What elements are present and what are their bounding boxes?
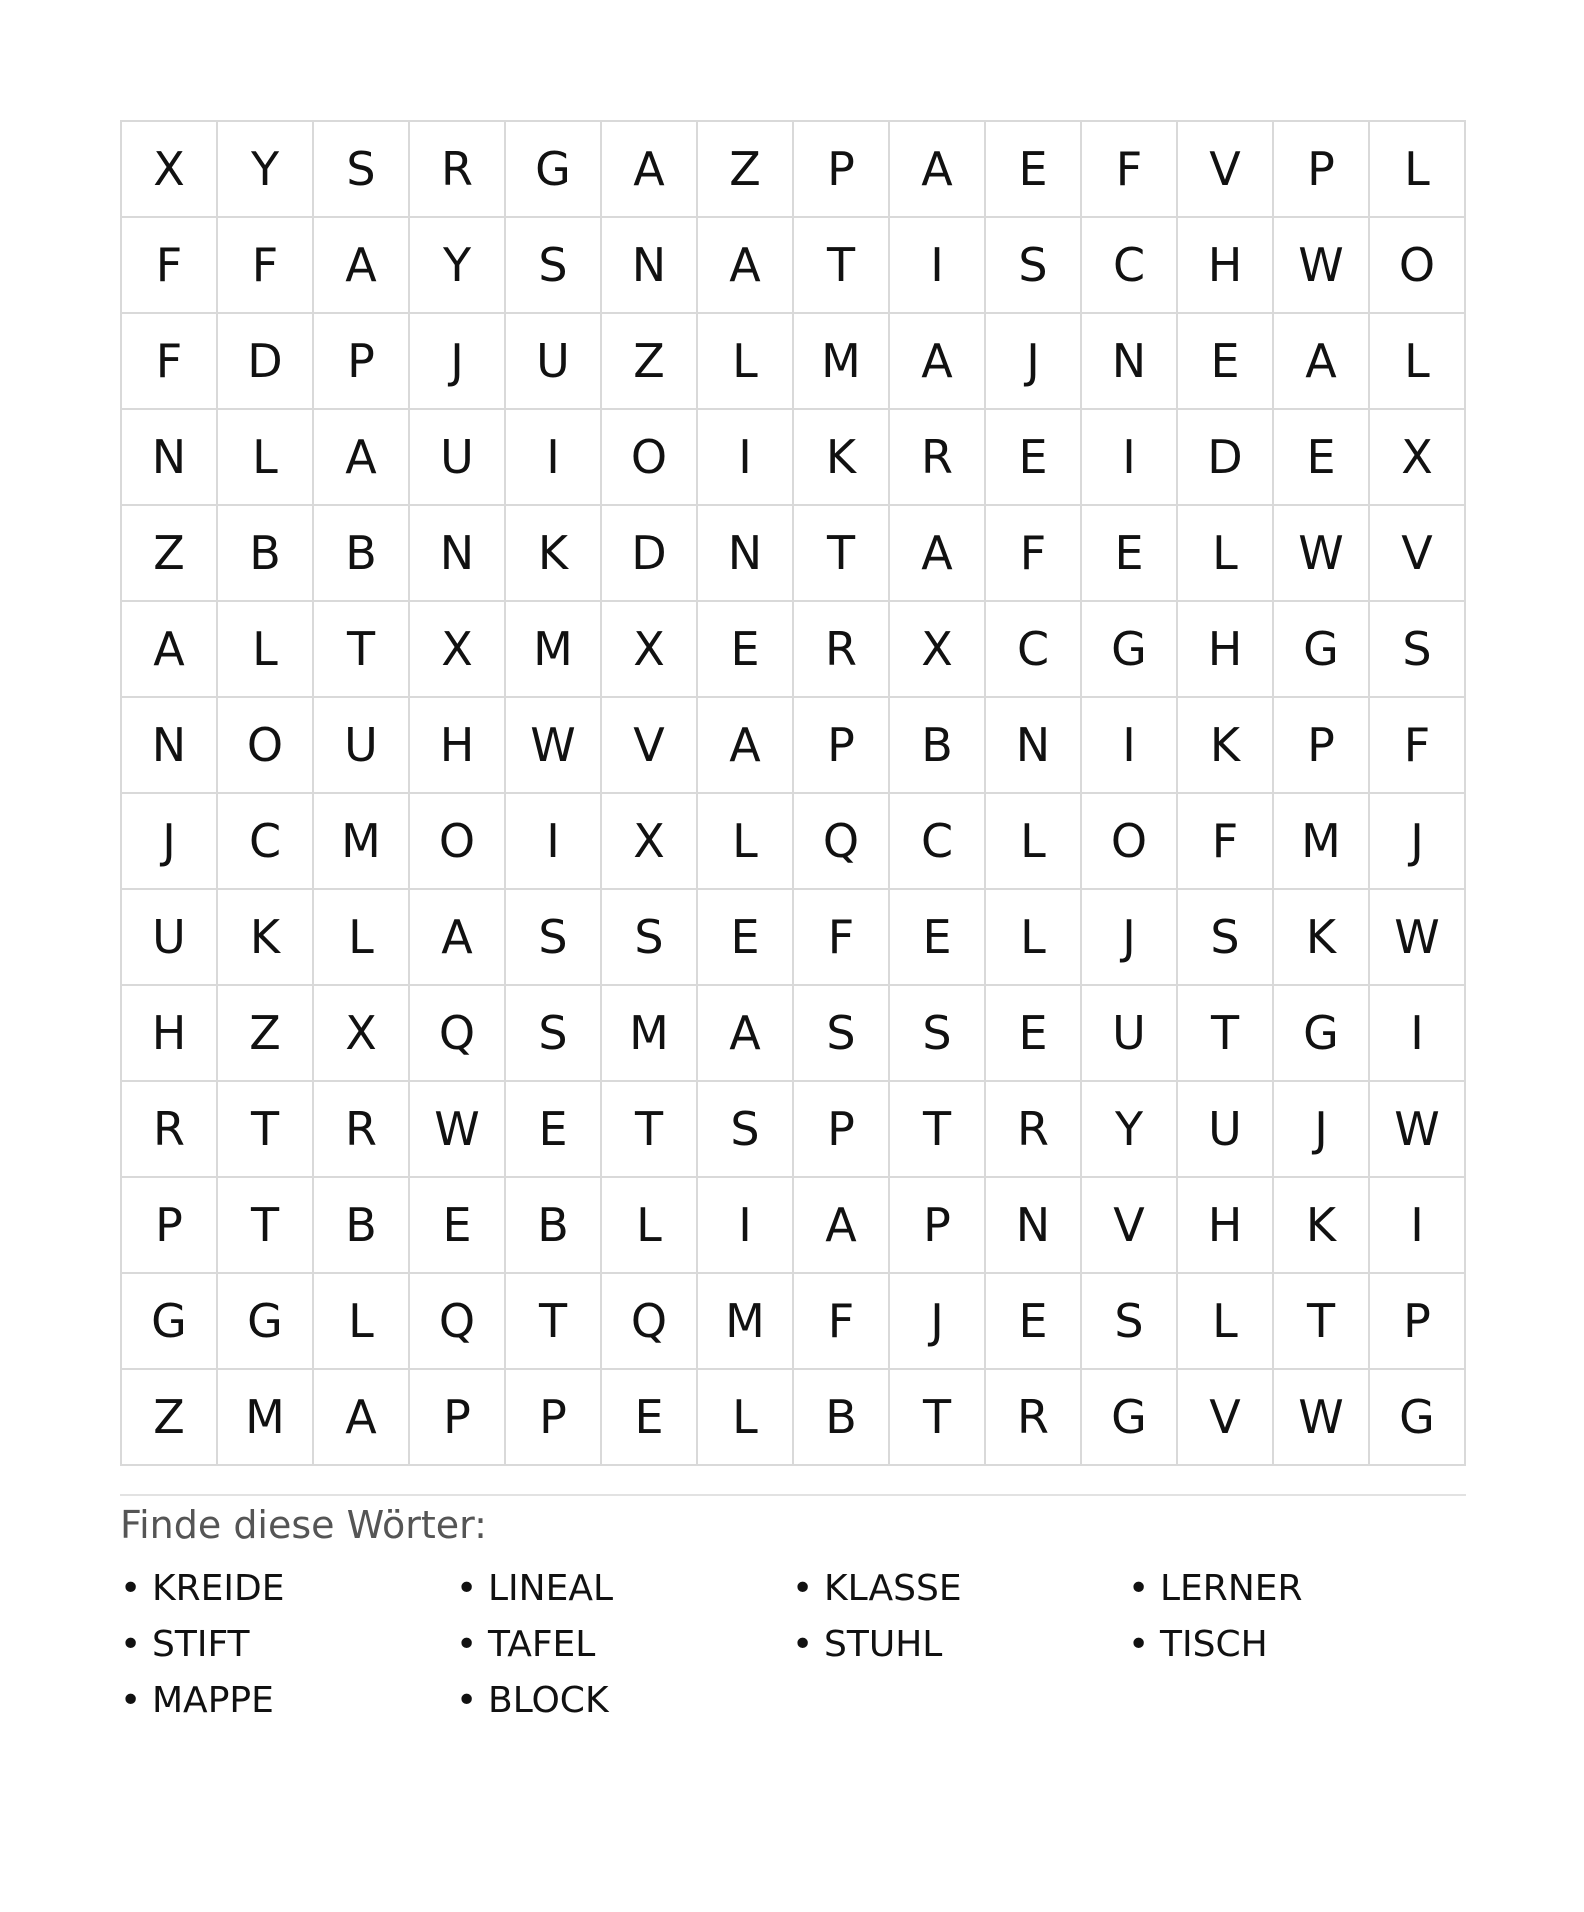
grid-cell: A	[698, 698, 794, 794]
grid-cell: N	[1082, 314, 1178, 410]
grid-cell: B	[314, 506, 410, 602]
grid-cell: L	[986, 890, 1082, 986]
grid-cell: S	[986, 218, 1082, 314]
bullet-icon: •	[120, 1567, 142, 1609]
grid-cell: L	[1370, 122, 1466, 218]
grid-cell: M	[506, 602, 602, 698]
grid-cell: O	[602, 410, 698, 506]
grid-cell: A	[314, 1370, 410, 1466]
grid-cell: K	[506, 506, 602, 602]
grid-cell: F	[1178, 794, 1274, 890]
grid-cell: I	[1370, 986, 1466, 1082]
grid-cell: U	[506, 314, 602, 410]
grid-cell: C	[890, 794, 986, 890]
grid-cell: T	[314, 602, 410, 698]
grid-cell: L	[986, 794, 1082, 890]
grid-cell: D	[1178, 410, 1274, 506]
grid-cell: R	[314, 1082, 410, 1178]
grid-cell: G	[506, 122, 602, 218]
grid-cell: C	[986, 602, 1082, 698]
grid-cell: P	[410, 1370, 506, 1466]
grid-cell: T	[506, 1274, 602, 1370]
grid-cell: P	[506, 1370, 602, 1466]
grid-cell: A	[794, 1178, 890, 1274]
grid-cell: G	[218, 1274, 314, 1370]
grid-cell: S	[1370, 602, 1466, 698]
grid-cell: P	[1274, 122, 1370, 218]
grid-cell: S	[506, 890, 602, 986]
grid-cell: C	[1082, 218, 1178, 314]
grid-cell: K	[1274, 1178, 1370, 1274]
grid-cell: P	[314, 314, 410, 410]
grid-cell: N	[410, 506, 506, 602]
grid-cell: S	[506, 218, 602, 314]
grid-cell: B	[314, 1178, 410, 1274]
word-list-item	[456, 1672, 792, 1728]
grid-cell: B	[890, 698, 986, 794]
word-label: STIFT	[152, 1623, 250, 1665]
word-list-item	[1128, 1616, 1464, 1672]
grid-cell: E	[986, 122, 1082, 218]
grid-cell: H	[1178, 218, 1274, 314]
grid-cell: Q	[410, 1274, 506, 1370]
word-label: KREIDE	[152, 1567, 285, 1609]
word-list-item	[792, 1560, 1128, 1616]
grid-cell: X	[122, 122, 218, 218]
grid-cell: M	[1274, 794, 1370, 890]
grid-cell: E	[986, 1274, 1082, 1370]
grid-cell: X	[314, 986, 410, 1082]
grid-cell: R	[986, 1082, 1082, 1178]
grid-cell: R	[410, 122, 506, 218]
grid-cell: W	[1274, 506, 1370, 602]
grid-cell: H	[410, 698, 506, 794]
grid-cell: L	[1178, 1274, 1274, 1370]
grid-cell: A	[314, 218, 410, 314]
grid-cell: T	[1178, 986, 1274, 1082]
grid-cell: E	[410, 1178, 506, 1274]
grid-cell: W	[410, 1082, 506, 1178]
grid-cell: T	[602, 1082, 698, 1178]
grid-cell: E	[1082, 506, 1178, 602]
grid-cell: X	[602, 794, 698, 890]
grid-cell: P	[794, 698, 890, 794]
bullet-icon: •	[120, 1623, 142, 1665]
word-list-item	[456, 1560, 792, 1616]
grid-cell: F	[1082, 122, 1178, 218]
grid-cell: K	[1178, 698, 1274, 794]
grid-cell: S	[314, 122, 410, 218]
grid-cell: I	[1082, 698, 1178, 794]
word-label: MAPPE	[152, 1679, 274, 1721]
grid-cell: F	[794, 1274, 890, 1370]
grid-cell: A	[890, 122, 986, 218]
grid-cell: S	[1082, 1274, 1178, 1370]
grid-cell: W	[1274, 218, 1370, 314]
grid-cell: R	[794, 602, 890, 698]
grid-cell: I	[890, 218, 986, 314]
grid-cell: S	[602, 890, 698, 986]
grid-cell: W	[506, 698, 602, 794]
word-label: LINEAL	[488, 1567, 614, 1609]
grid-cell: Y	[218, 122, 314, 218]
grid-cell: A	[890, 314, 986, 410]
word-list-item	[792, 1616, 1128, 1672]
grid-cell: V	[1082, 1178, 1178, 1274]
grid-cell: L	[314, 1274, 410, 1370]
grid-cell: A	[698, 218, 794, 314]
grid-cell: J	[986, 314, 1082, 410]
grid-cell: T	[890, 1082, 986, 1178]
grid-cell: X	[410, 602, 506, 698]
grid-cell: L	[698, 1370, 794, 1466]
grid-cell: Q	[410, 986, 506, 1082]
grid-cell: M	[698, 1274, 794, 1370]
bullet-icon: •	[1128, 1567, 1150, 1609]
grid-cell: N	[698, 506, 794, 602]
grid-cell: W	[1274, 1370, 1370, 1466]
word-list-heading: Finde diese Wörter:	[120, 1503, 487, 1547]
grid-cell: F	[794, 890, 890, 986]
grid-cell: W	[1370, 890, 1466, 986]
grid-cell: U	[122, 890, 218, 986]
grid-cell: T	[890, 1370, 986, 1466]
word-label: TISCH	[1160, 1623, 1268, 1665]
word-list-item	[1128, 1560, 1464, 1616]
grid-cell: Z	[122, 1370, 218, 1466]
grid-cell: P	[122, 1178, 218, 1274]
grid-cell: X	[1370, 410, 1466, 506]
grid-cell: M	[218, 1370, 314, 1466]
grid-cell: B	[794, 1370, 890, 1466]
grid-cell: V	[1370, 506, 1466, 602]
grid-cell: E	[1178, 314, 1274, 410]
grid-cell: R	[986, 1370, 1082, 1466]
grid-cell: E	[1274, 410, 1370, 506]
grid-cell: G	[1370, 1370, 1466, 1466]
word-list-item	[456, 1616, 792, 1672]
grid-cell: E	[986, 986, 1082, 1082]
grid-cell: L	[602, 1178, 698, 1274]
grid-cell: Y	[410, 218, 506, 314]
grid-cell: Z	[122, 506, 218, 602]
grid-cell: A	[602, 122, 698, 218]
grid-cell: K	[794, 410, 890, 506]
grid-cell: P	[890, 1178, 986, 1274]
grid-cell: D	[602, 506, 698, 602]
grid-cell: H	[122, 986, 218, 1082]
grid-cell: T	[1274, 1274, 1370, 1370]
grid-cell: O	[1370, 218, 1466, 314]
grid-cell: V	[1178, 122, 1274, 218]
word-search-page	[120, 120, 1466, 1728]
grid-cell: R	[890, 410, 986, 506]
grid-cell: E	[506, 1082, 602, 1178]
grid-cell: I	[698, 1178, 794, 1274]
grid-cell: G	[1274, 602, 1370, 698]
word-label: LERNER	[1160, 1567, 1303, 1609]
grid-cell: E	[890, 890, 986, 986]
grid-cell: P	[794, 122, 890, 218]
grid-cell: U	[410, 410, 506, 506]
grid-cell: A	[1274, 314, 1370, 410]
grid-cell: B	[506, 1178, 602, 1274]
grid-cell: J	[1370, 794, 1466, 890]
grid-cell: V	[602, 698, 698, 794]
word-label: TAFEL	[488, 1623, 596, 1665]
grid-cell: A	[890, 506, 986, 602]
grid-cell: M	[602, 986, 698, 1082]
grid-cell: Q	[602, 1274, 698, 1370]
grid-cell: Z	[602, 314, 698, 410]
grid-cell: T	[794, 218, 890, 314]
grid-cell: I	[698, 410, 794, 506]
grid-cell: J	[890, 1274, 986, 1370]
grid-cell: I	[506, 794, 602, 890]
word-list-item	[120, 1616, 456, 1672]
bullet-icon: •	[456, 1623, 478, 1665]
grid-cell: I	[1082, 410, 1178, 506]
grid-cell: S	[1178, 890, 1274, 986]
grid-cell: R	[122, 1082, 218, 1178]
grid-cell: M	[794, 314, 890, 410]
grid-cell: V	[1178, 1370, 1274, 1466]
grid-cell: G	[1082, 1370, 1178, 1466]
grid-cell: E	[602, 1370, 698, 1466]
grid-cell: W	[1370, 1082, 1466, 1178]
grid-cell: E	[698, 890, 794, 986]
grid-cell: L	[1370, 314, 1466, 410]
grid-cell: E	[698, 602, 794, 698]
grid-cell: A	[314, 410, 410, 506]
grid-cell: C	[218, 794, 314, 890]
bullet-icon: •	[456, 1567, 478, 1609]
grid-cell: L	[698, 794, 794, 890]
word-list-item	[120, 1672, 456, 1728]
grid-cell: O	[410, 794, 506, 890]
grid-cell: T	[218, 1082, 314, 1178]
grid-cell: Z	[218, 986, 314, 1082]
grid-cell: L	[218, 410, 314, 506]
grid-cell: F	[218, 218, 314, 314]
grid-cell: S	[506, 986, 602, 1082]
grid-cell: J	[1082, 890, 1178, 986]
grid-cell: G	[1274, 986, 1370, 1082]
grid-cell: A	[698, 986, 794, 1082]
grid-cell: F	[122, 314, 218, 410]
grid-cell: A	[122, 602, 218, 698]
grid-cell: N	[986, 1178, 1082, 1274]
grid-cell: G	[1082, 602, 1178, 698]
grid-cell: A	[410, 890, 506, 986]
grid-cell: U	[1178, 1082, 1274, 1178]
grid-cell: X	[602, 602, 698, 698]
grid-cell: N	[602, 218, 698, 314]
grid-cell: O	[218, 698, 314, 794]
grid-cell: Z	[698, 122, 794, 218]
grid-cell: S	[890, 986, 986, 1082]
grid-cell: T	[794, 506, 890, 602]
word-label: KLASSE	[824, 1567, 962, 1609]
grid-cell: I	[1370, 1178, 1466, 1274]
grid-cell: N	[122, 698, 218, 794]
grid-cell: M	[314, 794, 410, 890]
grid-cell: S	[698, 1082, 794, 1178]
grid-cell: I	[506, 410, 602, 506]
grid-cell: X	[890, 602, 986, 698]
grid-cell: L	[314, 890, 410, 986]
grid-cell: U	[314, 698, 410, 794]
bullet-icon: •	[792, 1567, 814, 1609]
grid-cell: U	[1082, 986, 1178, 1082]
grid-cell: F	[122, 218, 218, 314]
grid-cell: L	[698, 314, 794, 410]
grid-cell: Q	[794, 794, 890, 890]
grid-cell: Y	[1082, 1082, 1178, 1178]
grid-cell: K	[1274, 890, 1370, 986]
bullet-icon: •	[456, 1679, 478, 1721]
grid-cell: N	[986, 698, 1082, 794]
grid-cell: N	[122, 410, 218, 506]
grid-cell: F	[986, 506, 1082, 602]
grid-cell: E	[986, 410, 1082, 506]
word-label: STUHL	[824, 1623, 943, 1665]
grid-cell: H	[1178, 1178, 1274, 1274]
grid-cell: S	[794, 986, 890, 1082]
letter-grid	[120, 120, 1466, 1466]
grid-cell: L	[1178, 506, 1274, 602]
bullet-icon: •	[1128, 1623, 1150, 1665]
grid-cell: D	[218, 314, 314, 410]
grid-cell: B	[218, 506, 314, 602]
word-label: BLOCK	[488, 1679, 609, 1721]
bullet-icon: •	[120, 1679, 142, 1721]
divider	[120, 1494, 1466, 1496]
grid-cell: P	[1274, 698, 1370, 794]
grid-cell: O	[1082, 794, 1178, 890]
grid-cell: P	[794, 1082, 890, 1178]
grid-cell: T	[218, 1178, 314, 1274]
bullet-icon: •	[792, 1623, 814, 1665]
word-list	[120, 1560, 1464, 1728]
grid-cell: L	[218, 602, 314, 698]
grid-cell: K	[218, 890, 314, 986]
grid-cell: F	[1370, 698, 1466, 794]
grid-cell: P	[1370, 1274, 1466, 1370]
word-list-item	[120, 1560, 456, 1616]
grid-cell: H	[1178, 602, 1274, 698]
grid-cell: J	[410, 314, 506, 410]
grid-cell: J	[1274, 1082, 1370, 1178]
grid-cell: J	[122, 794, 218, 890]
grid-cell: G	[122, 1274, 218, 1370]
